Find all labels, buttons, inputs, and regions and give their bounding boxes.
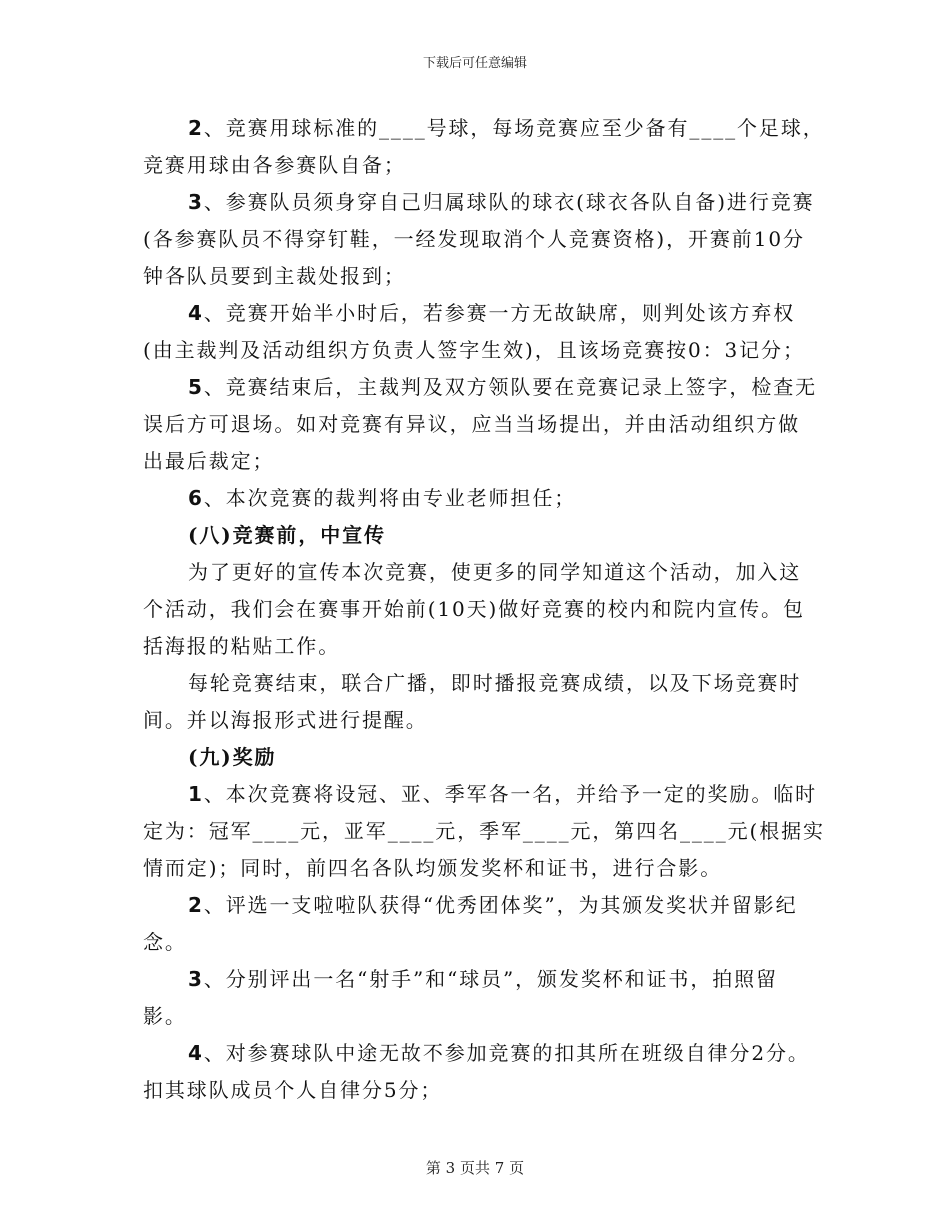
item-text: 出最后裁定； — [143, 449, 275, 473]
rule-item-5 — [143, 369, 818, 480]
item-text: (各参赛队员不得穿钉鞋，一经发现取消个人竞赛资格)，开赛前10分 — [143, 227, 805, 251]
item-number: 5 — [188, 375, 204, 399]
item-number: 3 — [188, 967, 204, 991]
item-text: 扣其球队成员个人自律分5分； — [143, 1078, 443, 1102]
item-text: 念。 — [143, 930, 187, 954]
item-text: (由主裁判及活动组织方负责人签字生效)，且该场竞赛按0：3记分； — [143, 338, 805, 362]
page-header: 下载后可任意编辑 — [422, 56, 527, 71]
item-text: 、本次竞赛将设冠、亚、季军各一名，并给予一定的奖励。临时 — [203, 782, 818, 806]
item-text: 、本次竞赛的裁判将由专业老师担任； — [203, 486, 577, 510]
paragraph-text: 每轮竞赛结束，联合广播，即时播报竞赛成绩，以及下场竞赛时 — [188, 671, 802, 695]
item-text: 、参赛队员须身穿自己归属球队的球衣(球衣各队自备)进行竞赛 — [203, 190, 815, 214]
item-text: 、对参赛球队中途无故不参加竞赛的扣其所在班级自律分2分。 — [203, 1041, 810, 1065]
rule-item-3 — [143, 184, 815, 295]
award-item-2 — [143, 887, 808, 961]
item-text: 定为：冠军____元，亚军____元，季军____元，第四名____元(根据实 — [143, 819, 825, 843]
item-number: 2 — [188, 116, 204, 140]
publicity-paragraph-2 — [143, 665, 808, 739]
item-text: 、分别评出一名“射手”和“球员”，颁发奖杯和证书，拍照留 — [203, 967, 778, 991]
section-heading-awards: (九)奖励 — [188, 745, 277, 769]
publicity-paragraph-1 — [143, 554, 808, 665]
item-text: 、竞赛用球标准的____号球，每场竞赛应至少备有____个足球， — [203, 116, 825, 140]
award-item-4 — [143, 1035, 808, 1109]
item-text: 钟各队员要到主裁处报到； — [143, 264, 406, 288]
paragraph-text: 括海报的粘贴工作。 — [143, 634, 341, 658]
item-number: 4 — [188, 1041, 204, 1065]
paragraph-text: 个活动，我们会在赛事开始前(10天)做好竞赛的校内和院内宣传。包 — [143, 597, 805, 621]
item-text: 、竞赛开始半小时后，若参赛一方无故缺席，则判处该方弃权 — [203, 301, 796, 325]
item-number: 2 — [188, 893, 204, 917]
rule-item-4 — [143, 295, 808, 369]
rule-item-2 — [143, 110, 825, 184]
item-text: 、竞赛结束后，主裁判及双方领队要在竞赛记录上签字，检查无 — [203, 375, 818, 399]
document-body — [143, 110, 825, 1109]
item-number: 6 — [188, 486, 204, 510]
page-footer: 第 3 页共 7 页 — [425, 1159, 525, 1177]
item-number: 3 — [188, 190, 204, 214]
section-heading-publicity: (八)竞赛前，中宣传 — [188, 523, 386, 547]
paragraph-text: 间。并以海报形式进行提醒。 — [143, 708, 428, 732]
award-item-1 — [143, 776, 825, 887]
item-number: 4 — [188, 301, 204, 325]
item-number: 1 — [188, 782, 204, 806]
item-text: 、评选一支啦啦队获得“优秀团体奖”，为其颁发奖状并留影纪 — [203, 893, 798, 917]
item-text: 误后方可退场。如对竞赛有异议，应当当场提出，并由活动组织方做 — [143, 412, 800, 436]
item-text: 竞赛用球由各参赛队自备； — [143, 153, 406, 177]
paragraph-text: 为了更好的宣传本次竞赛，使更多的同学知道这个活动，加入这 — [188, 560, 802, 584]
rule-item-6 — [143, 480, 808, 517]
item-text: 影。 — [143, 1004, 187, 1028]
award-item-3 — [143, 961, 808, 1035]
item-text: 情而定)；同时，前四名各队均颁发奖杯和证书，进行合影。 — [143, 856, 723, 880]
